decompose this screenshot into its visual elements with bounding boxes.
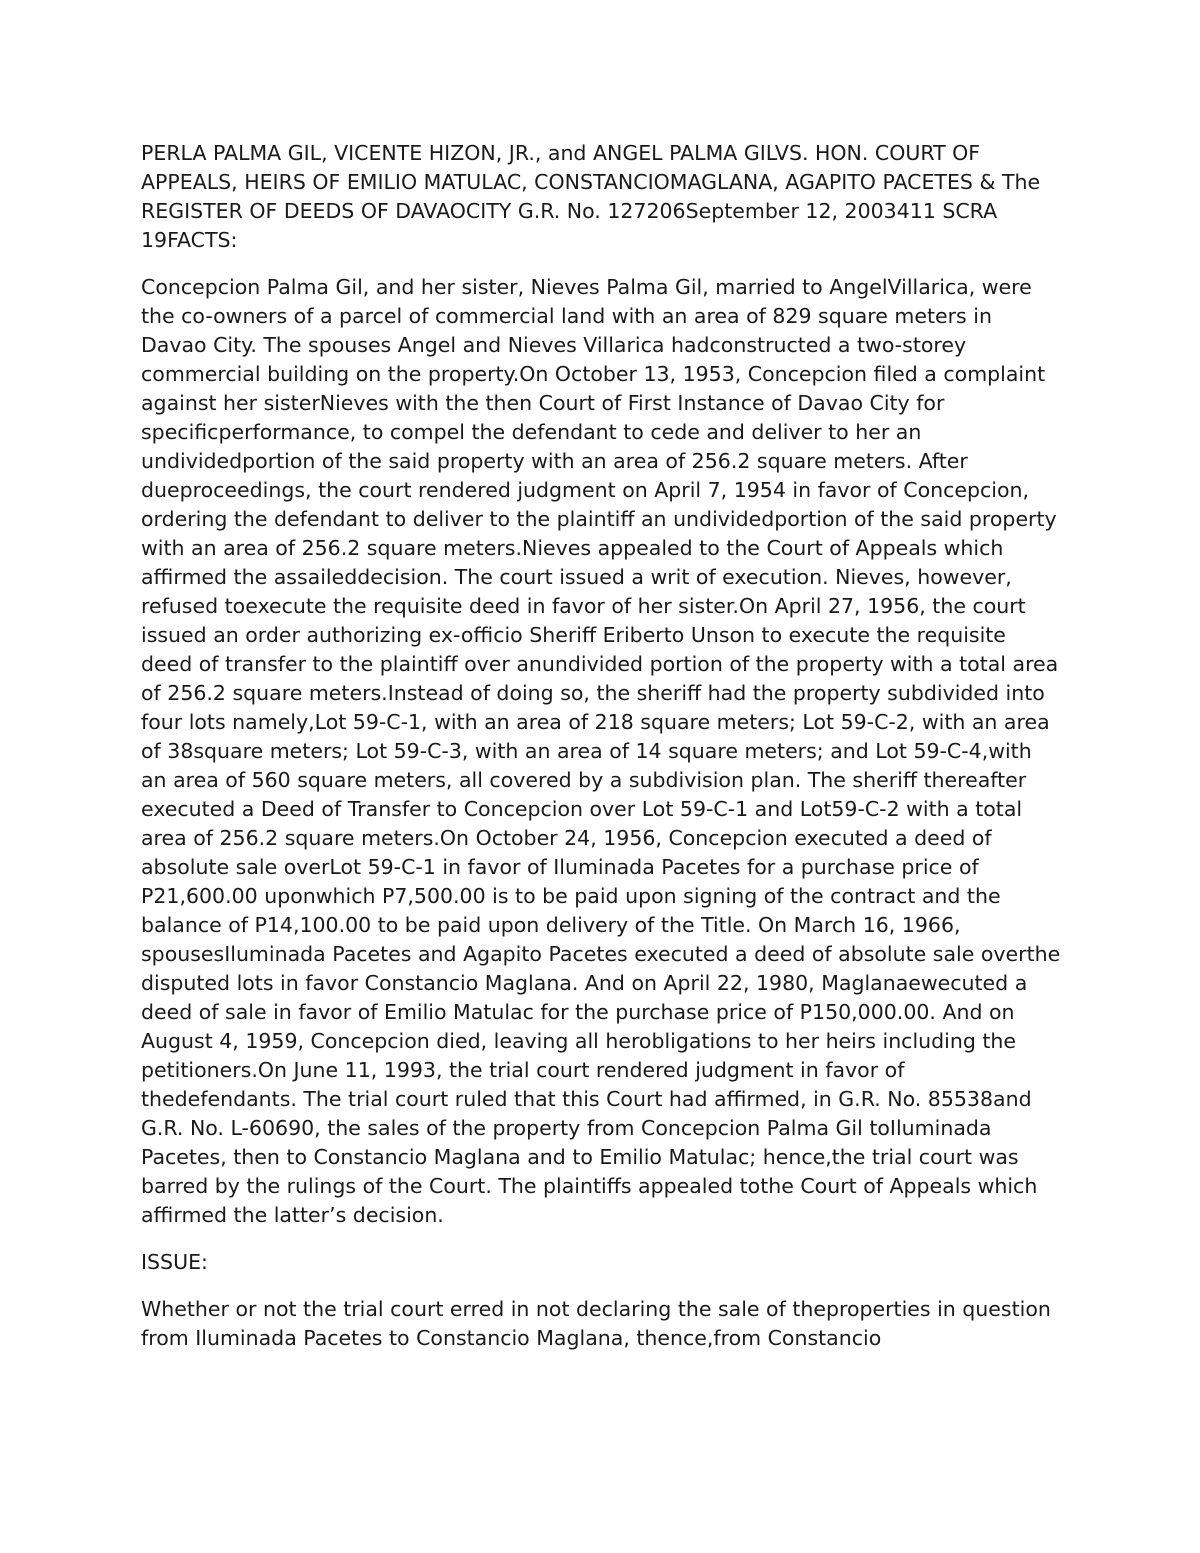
document-body (141, 139, 1061, 1371)
case-heading: PERLA PALMA GIL, VICENTE HIZON, JR., and ANGEL PALMA GILVS. HON. COURT OF APPEALS, HEIRS OF EMILIO MATULAC, CONSTANCIOMAGLANA, AGAPITO PACETES & The REGISTER OF DEEDS OF DAVAOCITY G.R. No. 127206September 12, 2003411 SCRA 19FACTS: (141, 141, 1041, 252)
issue-paragraph: Whether or not the trial court erred in not declaring the sale of theproperties in question from Iluminada Pacetes to Constancio Maglana, thence,from Constancio (141, 1297, 1051, 1350)
issue-label: ISSUE: (141, 1250, 208, 1274)
facts-paragraph: Concepcion Palma Gil, and her sister, Nieves Palma Gil, married to AngelVillarica, were the co-owners of a parcel of commercial land with an area of 829 square meters in Davao City. The spouses Angel and Nieves Villarica hadconstructed a two-storey commercial building on the property.On October 13, 1953, Concepcion filed a complaint against her sisterNieves with the then Court of First Instance of Davao City for specificperformance, to compel the defendant to cede and deliver to her an undividedportion of the said property with an area of 256.2 square meters. After dueproceedings, the court rendered judgment on April 7, 1954 in favor of Concepcion, ordering the defendant to deliver to the plaintiff an undividedportion of the said property with an area of 256.2 square meters.Nieves appealed to the Court of Appeals which affirmed the assaileddecision. The court issued a writ of execution. Nieves, however, refused toexecute the requisite deed in favor of her sister.On April 27, 1956, the court issued an order authorizing ex-officio Sheriff Eriberto Unson to execute the requisite deed of transfer to the plaintiff over anundivided portion of the property with a total area of 256.2 square meters.Instead of doing so, the sheriff had the property subdivided into four lots namely,Lot 59-C-1, with an area of 218 square meters; Lot 59-C-2, with an area of 38square meters; Lot 59-C-3, with an area of 14 square meters; and Lot 59-C-4,with an area of 560 square meters, all covered by a subdivision plan. The sheriff thereafter executed a Deed of Transfer to Concepcion over Lot 59-C-1 and Lot59-C-2 with a total area of 256.2 square meters.On October 24, 1956, Concepcion executed a deed of absolute sale overLot 59-C-1 in favor of Iluminada Pacetes for a purchase price of P21,600.00 uponwhich P7,500.00 is to be paid upon signing of the contract and the balance of P14,100.00 to be paid upon delivery of the Title. On March 16, 1966, spousesIluminada Pacetes and Agapito Pacetes executed a deed of absolute sale overthe disputed lots in favor Constancio Maglana. And on April 22, 1980, Maglanaewecuted a deed of sale in favor of Emilio Matulac for the purchase price of P150,000.00. And on August 4, 1959, Concepcion died, leaving all herobligations to her heirs including the petitioners.On June 11, 1993, the trial court rendered judgment in favor of thedefendants. The trial court ruled that this Court had affirmed, in G.R. No. 85538and G.R. No. L-60690, the sales of the property from Concepcion Palma Gil toIluminada Pacetes, then to Constancio Maglana and to Emilio Matulac; hence,the trial court was barred by the rulings of the Court. The plaintiffs appealed tothe Court of Appeals which affirmed the latter’s decision. (141, 275, 1061, 1227)
